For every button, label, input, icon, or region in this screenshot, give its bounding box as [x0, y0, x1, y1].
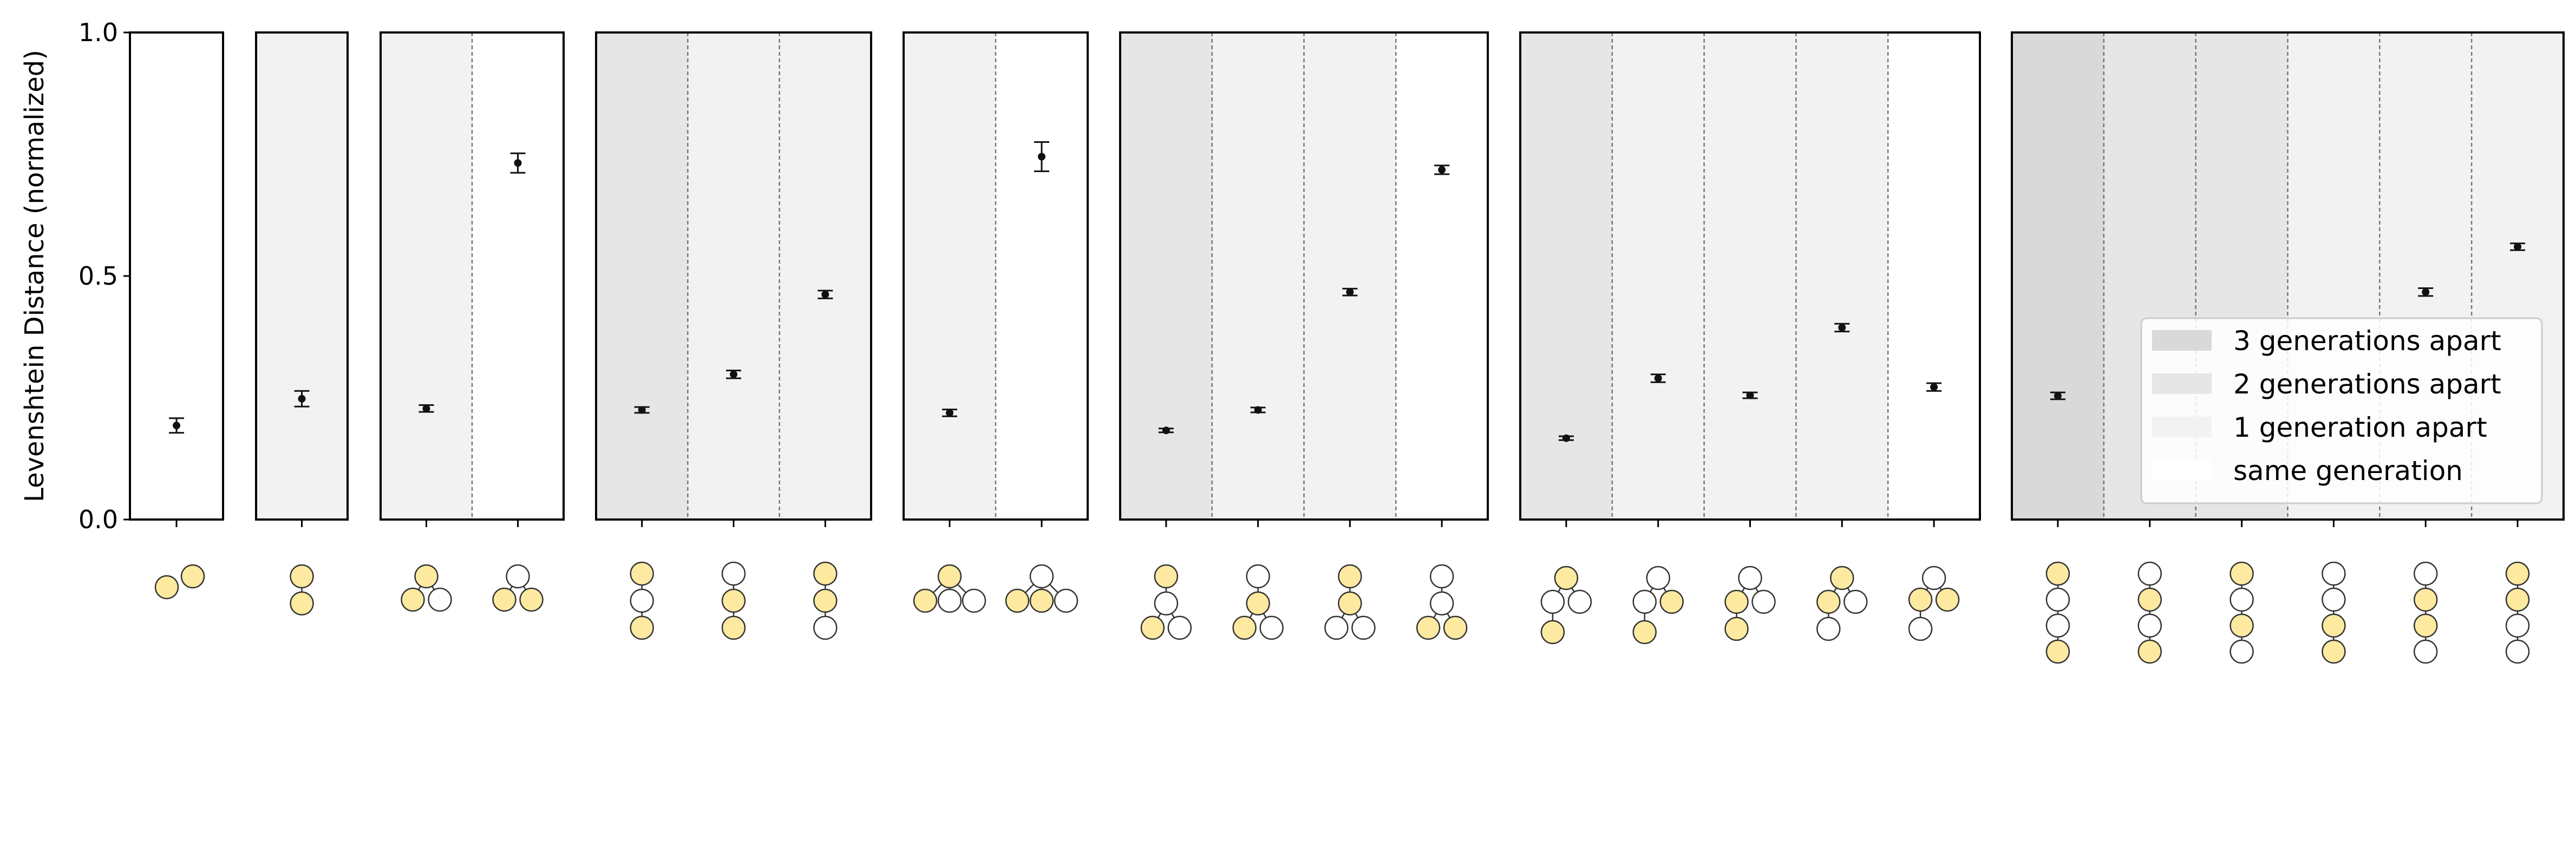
panel-6-cat-3-marker — [1346, 288, 1354, 296]
panel-6-band-2 — [1212, 32, 1304, 520]
ytick-label-05: 0.5 — [78, 261, 118, 291]
panel-4-cat-3-marker — [821, 291, 829, 298]
panel-3-cat-1-tree-node-3 — [429, 588, 452, 611]
panel-5 — [904, 32, 1088, 527]
panel-7-cat-1-tree-node-1 — [1555, 567, 1578, 589]
panel-7-cat-3-tree-node-4 — [1725, 617, 1748, 640]
panel-6-cat-4-tree-node-1 — [1430, 565, 1453, 588]
panel-8-cat-6-marker — [2514, 243, 2521, 251]
panel-8-cat-6-tree-node-2 — [2506, 588, 2529, 611]
panel-8-cat-5-marker — [2422, 288, 2429, 296]
panel-6-cat-1-marker — [1162, 426, 1170, 434]
panel-8-cat-2-tree-node-3 — [2139, 614, 2161, 637]
panel-7-cat-5-tree-glyph — [1909, 567, 1959, 640]
panel-7-cat-3-tree-glyph — [1725, 567, 1775, 640]
panel-7-band-1 — [1520, 32, 1612, 520]
panel-5-cat-1-marker — [946, 409, 953, 417]
panel-6-cat-2-marker — [1254, 406, 1262, 414]
panel-8-cat-2-tree-node-1 — [2139, 562, 2161, 585]
panel-6-cat-4-tree-glyph — [1417, 565, 1467, 639]
ytick-label-1: 1.0 — [78, 18, 118, 47]
panel-7-cat-2-tree-node-3 — [1660, 590, 1683, 613]
panel-7-cat-3-marker — [1747, 392, 1754, 399]
panel-8-cat-2-tree-node-4 — [2139, 640, 2161, 663]
panel-3-cat-2-tree-glyph — [493, 565, 543, 611]
panel-6-cat-3-tree-node-3 — [1325, 616, 1348, 639]
panel-2-cat-1-tree-node-1 — [291, 565, 313, 588]
panel-8-cat-5-tree-node-2 — [2414, 588, 2437, 611]
panel-7-band-5 — [1888, 32, 1980, 520]
panel-7 — [1520, 32, 1980, 527]
panel-4-cat-2-tree-node-2 — [722, 589, 745, 612]
panel-3-cat-2-marker — [514, 159, 522, 167]
panel-8-cat-1-tree-node-3 — [2047, 614, 2069, 637]
panel-8-cat-4-tree-node-1 — [2322, 562, 2345, 585]
panel-8-cat-1-tree-node-1 — [2047, 562, 2069, 585]
panel-7-cat-5-marker — [1930, 383, 1938, 391]
ytick-label-0: 0.0 — [78, 505, 118, 534]
panel-6-cat-3-tree-node-2 — [1338, 592, 1361, 615]
panel-8-cat-6-tree-node-3 — [2506, 614, 2529, 637]
panel-2-cat-1-tree-node-2 — [291, 592, 313, 615]
panel-8-cat-4-tree-glyph — [2322, 562, 2345, 663]
legend-label-2gen: 2 generations apart — [2233, 369, 2501, 400]
panel-5-band-1 — [904, 32, 996, 520]
panel-4-band-1 — [596, 32, 688, 520]
panel-6-cat-2-tree-node-3 — [1233, 616, 1256, 639]
panel-7-band-4 — [1796, 32, 1888, 520]
panel-6-cat-4-tree-node-2 — [1430, 592, 1453, 615]
panel-4-cat-1-tree-glyph — [631, 562, 653, 639]
panel-5-cat-2-tree-node-2 — [1006, 589, 1029, 612]
panel-7-cat-2-tree-glyph — [1633, 567, 1683, 643]
panel-7-cat-2-tree-node-4 — [1633, 621, 1656, 643]
panel-3-band-2 — [472, 32, 564, 520]
panel-7-cat-3-tree-node-3 — [1753, 590, 1775, 613]
panel-3-cat-1-tree-node-2 — [402, 588, 424, 611]
panel-7-cat-4-tree-glyph — [1817, 567, 1867, 640]
panel-8-cat-4-tree-node-4 — [2322, 640, 2345, 663]
panel-8-cat-3-tree-node-4 — [2231, 640, 2253, 663]
panel-7-cat-1-tree-glyph — [1541, 567, 1591, 643]
panel-6 — [1120, 32, 1488, 527]
panel-8-cat-1-tree-glyph — [2047, 562, 2069, 663]
panel-8-cat-3-tree-node-3 — [2231, 614, 2253, 637]
panel-7-cat-5-tree-node-2 — [1909, 588, 1932, 611]
panel-8-cat-4-tree-node-2 — [2322, 588, 2345, 611]
panel-6-cat-2-tree-node-2 — [1247, 592, 1270, 615]
panel-4-cat-2-tree-node-1 — [722, 562, 745, 585]
panel-4-cat-2-tree-glyph — [722, 562, 745, 639]
panel-4-band-2 — [688, 32, 779, 520]
legend-label-samegen: same generation — [2233, 455, 2463, 487]
glyphs-layer — [155, 562, 2529, 663]
panel-7-cat-2-tree-node-1 — [1647, 567, 1670, 589]
panel-3-cat-1-tree-glyph — [402, 565, 452, 611]
panel-4-band-3 — [780, 32, 871, 520]
panel-4-cat-3-tree-node-3 — [814, 616, 836, 639]
panel-7-cat-5-tree-node-1 — [1923, 567, 1945, 589]
panel-8-cat-5-tree-node-3 — [2414, 614, 2437, 637]
panel-8-cat-5-tree-node-1 — [2414, 562, 2437, 585]
panel-4-cat-1-tree-node-1 — [631, 562, 653, 585]
panel-8-cat-6-tree-glyph — [2506, 562, 2529, 663]
panel-3 — [381, 32, 564, 527]
panel-7-cat-1-marker — [1562, 435, 1570, 442]
panel-7-cat-1-tree-node-2 — [1541, 590, 1564, 613]
panel-3-cat-2-tree-node-1 — [507, 565, 529, 588]
panel-1 — [130, 32, 223, 527]
panel-8-cat-2-tree-glyph — [2139, 562, 2161, 663]
panel-7-cat-4-marker — [1838, 324, 1846, 331]
legend-swatch-samegen — [2152, 460, 2212, 481]
panel-8-cat-4-tree-node-3 — [2322, 614, 2345, 637]
panel-8-band-1 — [2012, 32, 2104, 520]
y-axis-label: Levenshtein Distance (normalized) — [19, 50, 50, 502]
panel-5-cat-1-tree-node-1 — [938, 565, 961, 588]
panel-7-cat-3-tree-node-1 — [1739, 567, 1762, 589]
panel-7-band-2 — [1612, 32, 1704, 520]
panel-2-cat-1-marker — [298, 395, 306, 403]
panel-7-cat-4-tree-node-2 — [1817, 590, 1840, 613]
panel-4-cat-1-tree-node-2 — [631, 589, 653, 612]
panel-8-cat-3-tree-node-2 — [2231, 588, 2253, 611]
panel-4-cat-1-marker — [638, 406, 646, 414]
panel-1-cat-1-tree-glyph — [155, 565, 204, 599]
panel-1-cat-1-tree-node-1 — [155, 576, 178, 599]
panel-5-cat-2-tree-glyph — [1006, 565, 1077, 612]
panel-6-cat-3-tree-glyph — [1325, 565, 1375, 639]
panel-6-cat-1-tree-node-3 — [1141, 616, 1164, 639]
panel-3-cat-1-tree-node-1 — [415, 565, 438, 588]
panel-8-cat-5-tree-glyph — [2414, 562, 2437, 663]
panel-7-band-3 — [1704, 32, 1796, 520]
panel-5-cat-1-tree-glyph — [914, 565, 985, 612]
panel-3-band-1 — [381, 32, 472, 520]
panel-4-cat-1-tree-node-3 — [631, 616, 653, 639]
panel-6-band-1 — [1120, 32, 1212, 520]
panel-6-cat-1-tree-glyph — [1141, 565, 1191, 639]
panel-5-cat-1-tree-node-4 — [963, 589, 985, 612]
panel-7-cat-4-tree-node-3 — [1844, 590, 1867, 613]
panel-5-cat-2-tree-node-1 — [1030, 565, 1053, 588]
panel-2-band-1 — [256, 32, 348, 520]
panel-6-cat-2-tree-glyph — [1233, 565, 1283, 639]
panel-1-cat-1-marker — [173, 422, 180, 429]
panel-8-cat-1-tree-node-2 — [2047, 588, 2069, 611]
panel-4-cat-2-marker — [730, 371, 737, 378]
panel-8-cat-3-tree-node-1 — [2231, 562, 2253, 585]
panel-6-cat-3-tree-node-4 — [1352, 616, 1375, 639]
panel-6-cat-1-tree-node-4 — [1168, 616, 1191, 639]
panel-5-cat-2-tree-node-4 — [1055, 589, 1077, 612]
panel-7-cat-5-tree-node-3 — [1936, 588, 1959, 611]
panel-7-cat-3-tree-node-2 — [1725, 590, 1748, 613]
panel-3-cat-2-tree-node-2 — [493, 588, 516, 611]
panel-2 — [256, 32, 348, 527]
legend-swatch-1gen — [2152, 417, 2212, 437]
panel-5-cat-1-tree-node-2 — [914, 589, 937, 612]
panel-3-cat-2-tree-node-3 — [520, 588, 543, 611]
legend-label-1gen: 1 generation apart — [2233, 412, 2487, 443]
panel-5-cat-2-tree-node-3 — [1030, 589, 1053, 612]
panel-6-cat-4-tree-node-4 — [1444, 616, 1467, 639]
panel-7-cat-2-marker — [1655, 374, 1662, 382]
panel-8-cat-2-tree-node-2 — [2139, 588, 2161, 611]
panel-8-cat-3-tree-glyph — [2231, 562, 2253, 663]
panel-8-cat-6-tree-node-4 — [2506, 640, 2529, 663]
panel-6-cat-2-tree-node-4 — [1260, 616, 1283, 639]
panel-8-cat-1-marker — [2054, 392, 2062, 399]
panel-6-band-3 — [1304, 32, 1396, 520]
panel-4-cat-3-tree-node-1 — [814, 562, 836, 585]
panel-6-cat-4-tree-node-3 — [1417, 616, 1440, 639]
legend-swatch-3gen — [2152, 330, 2212, 351]
panel-4 — [596, 32, 871, 527]
panel-5-cat-1-tree-node-3 — [938, 589, 961, 612]
panel-7-cat-1-tree-node-3 — [1568, 590, 1591, 613]
panel-6-cat-1-tree-node-1 — [1155, 565, 1178, 588]
panel-2-cat-1-tree-glyph — [291, 565, 313, 615]
panel-7-cat-4-tree-node-1 — [1830, 567, 1853, 589]
panel-5-band-2 — [996, 32, 1088, 520]
legend — [2141, 318, 2542, 503]
panel-4-cat-2-tree-node-3 — [722, 616, 745, 639]
panel-6-cat-1-tree-node-2 — [1155, 592, 1178, 615]
panel-1-band-1 — [130, 32, 223, 520]
panel-6-cat-4-marker — [1438, 166, 1446, 174]
panel-4-cat-3-tree-node-2 — [814, 589, 836, 612]
panel-4-cat-3-tree-glyph — [814, 562, 836, 639]
panel-6-cat-2-tree-node-1 — [1247, 565, 1270, 588]
legend-swatch-2gen — [2152, 373, 2212, 394]
panel-7-cat-2-tree-node-2 — [1633, 590, 1656, 613]
panel-3-cat-1-marker — [423, 405, 430, 412]
panel-5-cat-2-marker — [1038, 153, 1045, 161]
panel-7-cat-1-tree-node-4 — [1541, 621, 1564, 643]
y-axis — [19, 18, 131, 534]
panel-7-cat-4-tree-node-4 — [1817, 617, 1840, 640]
panel-1-cat-1-tree-node-2 — [181, 565, 204, 588]
legend-label-3gen: 3 generations apart — [2233, 325, 2501, 357]
panel-6-cat-3-tree-node-1 — [1338, 565, 1361, 588]
panel-7-cat-5-tree-node-4 — [1909, 617, 1932, 640]
panel-8-cat-6-tree-node-1 — [2506, 562, 2529, 585]
panel-8-cat-5-tree-node-4 — [2414, 640, 2437, 663]
panel-6-band-4 — [1396, 32, 1488, 520]
panel-8-cat-1-tree-node-4 — [2047, 640, 2069, 663]
